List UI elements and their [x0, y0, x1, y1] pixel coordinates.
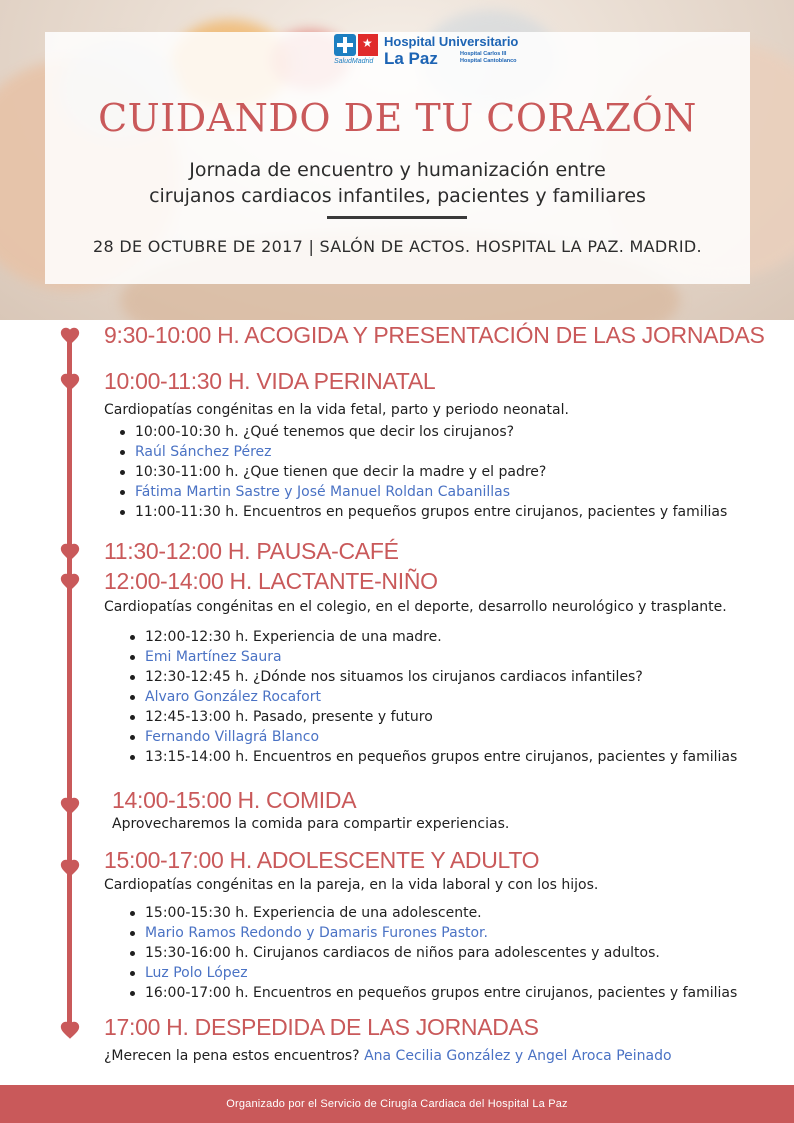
salud-madrid-cross-icon	[334, 34, 356, 56]
logo-name-line1: Hospital Universitario	[384, 34, 519, 49]
list-item: 10:00-10:30 h. ¿Qué tenemos que decir los cirujanos?	[120, 422, 727, 442]
section-title: 11:30-12:00 H. PAUSA-CAFÉ	[104, 538, 399, 564]
heart-icon	[59, 795, 81, 817]
list-item: 13:15-14:00 h. Encuentros en pequeños grupos entre cirujanos, pacientes y familias	[130, 747, 737, 767]
list-item-speaker: Fernando Villagrá Blanco	[130, 727, 737, 747]
heart-icon	[59, 541, 81, 563]
list-item: 16:00-17:00 h. Encuentros en pequeños grupos entre cirujanos, pacientes y familias	[130, 983, 737, 1003]
list-item: 10:30-11:00 h. ¿Que tienen que decir la madre y el padre?	[120, 462, 727, 482]
hospital-logo	[334, 34, 534, 70]
list-item: 11:00-11:30 h. Encuentros en pequeños grupos entre cirujanos, pacientes y familias	[120, 502, 727, 522]
list-item: 12:00-12:30 h. Experiencia de una madre.	[130, 627, 737, 647]
section-description: Cardiopatías congénitas en la vida fetal, parto y periodo neonatal.	[104, 402, 569, 418]
list-item: 15:30-16:00 h. Cirujanos cardiacos de niños para adolescentes y adultos.	[130, 943, 737, 963]
section-title: 15:00-17:00 H. ADOLESCENTE Y ADULTO	[104, 847, 540, 873]
list-item: 15:00-15:30 h. Experiencia de una adolescente.	[130, 903, 737, 923]
section-description: Aprovecharemos la comida para compartir experiencias.	[112, 816, 510, 832]
list-item-speaker: Fátima Martin Sastre y José Manuel Roldan Cabanillas	[120, 482, 727, 502]
timeline-line	[67, 333, 72, 1030]
list-item-speaker: Mario Ramos Redondo y Damaris Furones Pastor.	[130, 923, 737, 943]
list-item-speaker: Luz Polo López	[130, 963, 737, 983]
section-items	[130, 627, 737, 767]
heart-icon	[59, 1019, 81, 1041]
title-divider	[327, 216, 467, 219]
subtitle-line: cirujanos cardiacos infantiles, pacientes y familiares	[149, 185, 646, 207]
closing-question: ¿Merecen la pena estos encuentros?	[104, 1048, 365, 1064]
heart-icon	[59, 857, 81, 879]
section-items	[130, 903, 737, 1003]
page-subtitle	[45, 157, 750, 209]
heart-icon	[59, 571, 81, 593]
logo-affiliate: Hospital Carlos III	[460, 51, 507, 57]
footer-text: Organizado por el Servicio de Cirugía Cardiaca del Hospital La Paz	[226, 1098, 568, 1110]
section-title: 10:00-11:30 H. VIDA PERINATAL	[104, 368, 436, 394]
footer-bar	[0, 1085, 794, 1123]
section-title: 9:30-10:00 H. ACOGIDA Y PRESENTACIÓN DE LAS JORNADAS	[104, 322, 765, 348]
closing-speakers: Ana Cecilia González y Angel Aroca Peinado	[364, 1048, 672, 1064]
list-item: 12:30-12:45 h. ¿Dónde nos situamos los cirujanos cardiacos infantiles?	[130, 667, 737, 687]
logo-region-label: SaludMadrid	[334, 58, 374, 65]
list-item-speaker: Emi Martínez Saura	[130, 647, 737, 667]
heart-icon	[59, 371, 81, 393]
section-title: 12:00-14:00 H. LACTANTE-NIÑO	[104, 568, 438, 594]
list-item: 12:45-13:00 h. Pasado, presente y futuro	[130, 707, 737, 727]
section-description: Cardiopatías congénitas en el colegio, en el deporte, desarrollo neurológico y trasplante.	[104, 599, 727, 615]
logo-affiliates	[460, 51, 517, 65]
page-title: CUIDANDO DE TU CORAZÓN	[98, 96, 697, 140]
subtitle-line: Jornada de encuentro y humanización entre	[189, 159, 606, 181]
event-dateline: 28 DE OCTUBRE DE 2017 | SALÓN DE ACTOS. HOSPITAL LA PAZ. MADRID.	[93, 237, 702, 256]
list-item-speaker: Alvaro González Rocafort	[130, 687, 737, 707]
section-title: 14:00-15:00 H. COMIDA	[112, 787, 357, 813]
heart-icon	[59, 325, 81, 347]
section-items	[120, 422, 727, 522]
logo-affiliate: Hospital Cantoblanco	[460, 58, 517, 64]
madrid-flag-icon	[358, 34, 378, 56]
section-description	[104, 1048, 672, 1064]
section-title: 17:00 H. DESPEDIDA DE LAS JORNADAS	[104, 1014, 539, 1040]
section-description: Cardiopatías congénitas en la pareja, en la vida laboral y con los hijos.	[104, 877, 599, 893]
list-item-speaker: Raúl Sánchez Pérez	[120, 442, 727, 462]
logo-name-line2: La Paz	[384, 49, 438, 68]
